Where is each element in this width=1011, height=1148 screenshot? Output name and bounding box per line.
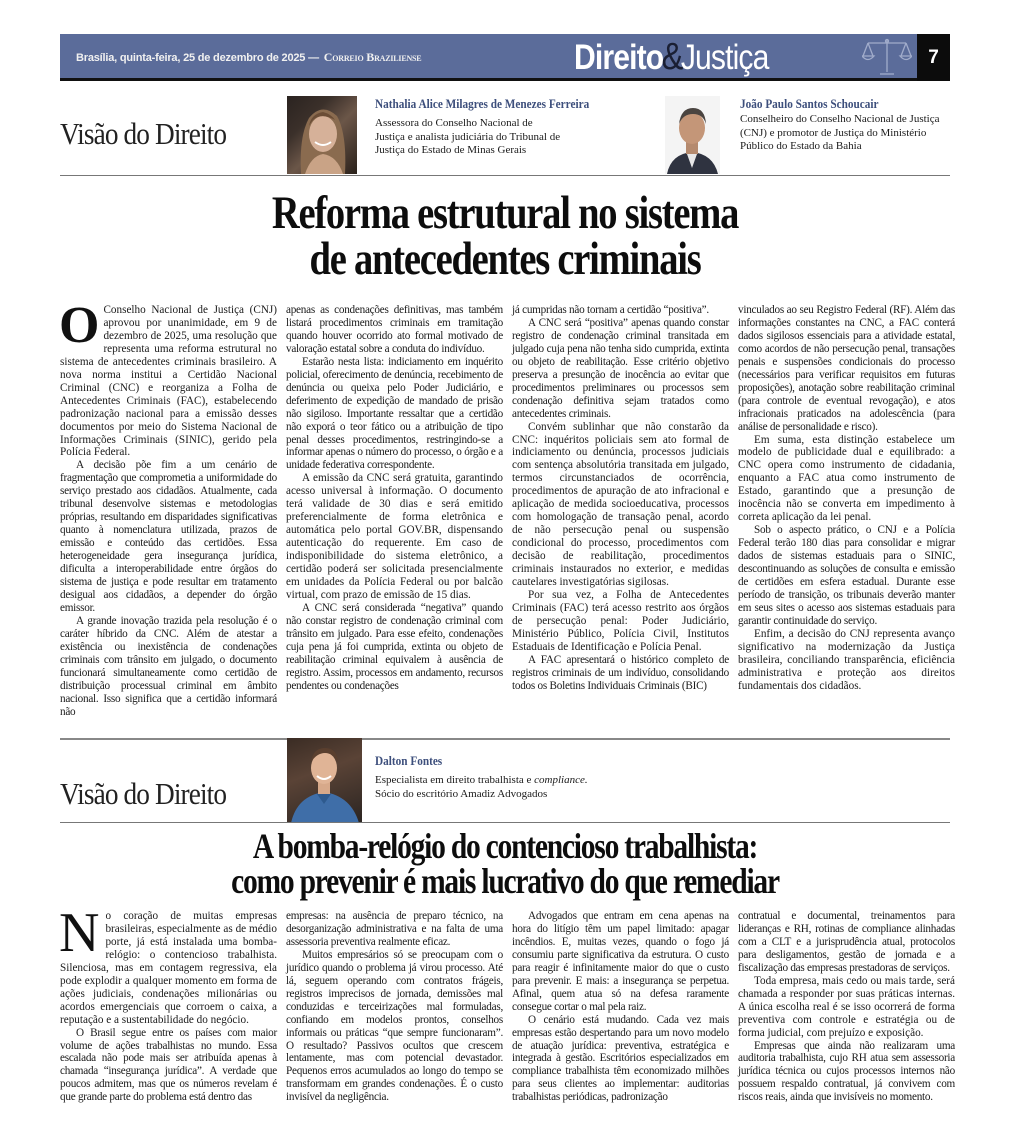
author-bio: [740, 113, 955, 154]
paragraph: contratual e documental, treinamentos para lideranças e RH, rotinas de compliance alinhadas com a CLT e a jurisprudência atual, protocolos para desligamentos, gestão de jornada e a fiscalização das empresas prestadoras de serviços.: [738, 910, 955, 974]
drop-cap: O: [59, 297, 100, 354]
section-title: [574, 35, 768, 80]
section-title-word1: Direito: [574, 38, 664, 77]
author-photo-nathalia: [287, 96, 357, 174]
author-bio-text: Especialista em direito trabalhista e: [375, 774, 535, 786]
headline: [60, 187, 950, 285]
article-column: [738, 910, 955, 1104]
paragraph: A CNC será “positiva” apenas quando constar registro de condenação criminal transitada em julgado cuja pena não tenha sido cumprida, extinta ou objeto de reabilitação. Esse critério objetivo preserva a presunção de inocência ao evitar que procedimentos preliminares ou processos sem condenação definitiva sejam tratados como antecedentes criminais.: [512, 316, 729, 420]
article-column: [512, 910, 729, 1104]
article-column: [738, 304, 955, 693]
divider: [60, 175, 950, 176]
paragraph: Por sua vez, a Folha de Antecedentes Criminais (FAC) terá acesso restrito aos órgãos de persecução penal: Poder Judiciário, Ministério Público, Polícia Civil, Institutos Estaduais de Identificação e Polícia Penal.: [512, 588, 729, 653]
paragraph: A grande inovação trazida pela resolução é o caráter híbrido da CNC. Além de atestar a existência ou inexistência de condenações criminais com trânsito em julgado, o documento funcionará simultaneamente como certidão de distribuição processual criminal em âmbito nacional. Isso significa que a certidão informará não: [60, 614, 277, 718]
paragraph: Muitos empresários só se preocupam com o jurídico quando o problema já virou processo. Até lá, seguem operando com contratos frágeis, registros imprecisos de jornada, demissões mal conduzidas e terceirizações mal formuladas, confiando em modelos prontos, conselhos informais ou práticas “que sempre funcionaram”. O resultado? Passivos ocultos que crescem lentamente, mas com potencial devastador. Pequenos erros acumulados ao longo do tempo se transformam em grandes condenações. É o custo invisível da negligência.: [286, 948, 503, 1104]
author-bio-line: Assessora do Conselho Nacional de: [375, 117, 533, 129]
article-column: [286, 910, 503, 1104]
portrait-placeholder-icon: [287, 738, 362, 823]
portrait-placeholder-icon: [665, 96, 720, 174]
masthead-band: [60, 34, 917, 81]
newspaper-name: Correio Braziliense: [323, 50, 422, 64]
author-bio-line: Conselheiro do Conselho Nacional de Justiça: [740, 113, 940, 125]
paragraph: vinculados ao seu Registro Federal (RF). Além das informações constantes na CNC, a FAC conterá dados sigilosos essenciais para a atividade estatal, como acordos de não persecução penal, transações penais e suspensões condicionais do processo (necessários para verificar requisitos em futuras proposições), anotação sobre reabilitação criminal (para controle de eventual revogação), e atos infracionais praticados na adolescência (para análise de personalidade e risco).: [738, 304, 955, 433]
paragraph: A CNC será considerada “negativa” quando não constar registro de condenação criminal com trânsito em julgado. Para esse efeito, condenações cuja pena já foi cumprida, extinta ou objeto de reabilitação criminal equivalem à ausência de registro. Assim, processos em andamento, recursos pendentes ou condenações: [286, 601, 503, 692]
paragraph: [59, 297, 277, 459]
drop-cap: N: [59, 902, 100, 964]
author-bio-line: Público do Estado da Bahia: [740, 140, 862, 152]
paragraph: O Brasil segue entre os países com maior volume de ações trabalhistas no mundo. Essa escalada não pode mais ser atribuída apenas à chamada “insegurança jurídica”. A verdade que poucos admitem, mas que os números revelam é que grande parte do problema está dentro das: [60, 1026, 277, 1104]
author-bio-italic: compliance.: [534, 774, 588, 786]
author-photo-joao: [665, 96, 720, 174]
paragraph: apenas as condenações definitivas, mas também listará procedimentos criminais em tramitação quando houver ocorrido ato formal motivado de valoração estatal sobre a conduta do indivíduo.: [286, 304, 503, 355]
paragraph: Em suma, esta distinção estabelece um modelo de publicidade dual e equilibrado: a CNC opera como instrumento de cidadania, enquanto a FAC atua como instrumento de Estado, garantindo que a presunção de inocência não se converta em impedimento à correta aplicação da lei penal.: [738, 433, 955, 524]
headline-line: de antecedentes criminais: [309, 233, 701, 285]
paragraph: Sob o aspecto prático, o CNJ e a Polícia Federal terão 180 dias para consolidar e migrar dados de sistemas estaduais para o SINIC, descontinuando as soluções de consulta e emissão de certidões em esfera estadual. Durante esse período de transição, os tribunais deverão manter em seus sites o acesso aos sistemas estaduais para garantir continuidade do serviço.: [738, 524, 955, 627]
paragraph: O cenário está mudando. Cada vez mais empresas estão despertando para um novo modelo de atuação jurídica: preventiva, estratégica e integrada à gestão. Escritórios especializados em compliance trabalhista têm economizado milhões para seus clientes ao implementar: auditorias trabalhistas periódicas, padronização: [512, 1013, 729, 1104]
author-name: João Paulo Santos Schoucair: [740, 97, 879, 111]
headline-line: Reforma estrutural no sistema: [271, 187, 739, 239]
headline-line: como prevenir é mais lucrativo do que remediar: [231, 861, 779, 901]
paragraph: A emissão da CNC será gratuita, garantindo acesso universal à informação. O documento terá validade de 30 dias e será emitido preferencialmente de forma eletrônica e automática pelo portal GOV.BR, dispensando autenticação do requerente. Em caso de indisponibilidade do sistema eletrônico, a certidão poderá ser solicitada presencialmente em unidades da Polícia Federal ou por balcão virtual, com prazo de emissão de 15 dias.: [286, 472, 503, 601]
article-column: [59, 902, 277, 1104]
author-bio-line: Justiça e analista judiciária do Tribunal de: [375, 130, 561, 143]
author-bio: [375, 774, 675, 801]
article-column: [286, 304, 503, 693]
date-line: [76, 50, 421, 65]
author-name: Nathalia Alice Milagres de Menezes Ferreira: [375, 97, 590, 111]
headline-line: A bomba-relógio do contencioso trabalhista:: [252, 826, 758, 866]
page-number: 7: [917, 34, 950, 81]
article-column: [512, 304, 729, 693]
headline: [60, 826, 950, 901]
paragraph: já cumpridas não tornam a certidão “positiva”.: [512, 304, 709, 316]
paragraph-text: o coração de muitas empresas brasileiras, especialmente as de médio porte, já está instalada uma bomba-relógio: o contencioso trabalhista. Silenciosa, mas em contagem regressiva, ela pode explodir a qualquer momento em forma de ações judiciais, condenações milionárias ou acordos emergenciais que corroem o caixa, a reputação e a sustentabilidade do negócio.: [60, 910, 277, 1026]
paragraph: Toda empresa, mais cedo ou mais tarde, será chamada a responder por suas práticas internas. A única escolha real é se isso ocorrerá de forma preventiva com controle e estratégia ou de forma judicial, com prejuízo e exposição.: [738, 974, 955, 1039]
paragraph: [59, 902, 277, 1027]
paragraph: Estarão nesta lista: indiciamento em inquérito policial, oferecimento de denúncia, recebimento de denúncia ou queixa pelo Poder Judiciário, e deferimento de expedição de mandado de prisão não sigiloso. Importante ressaltar que a certidão não exporá o teor fático ou a atribuição de tipo penal desses procedimentos, restringindo-se a informar apenas o número do processo, o órgão e a unidade federativa correspondente.: [286, 355, 503, 472]
author-bio-line: [375, 774, 675, 788]
masthead: [60, 34, 950, 82]
paragraph: Advogados que entram em cena apenas na hora do litígio têm um papel limitado: apagar incêndios. E, muitas vezes, quando o fogo já consumiu parte significativa da estrutura. O custo para reagir é infinitamente maior do que o custo para prevenir. E mais: a insegurança se perpetua. Afinal, quem atua só na defesa raramente consegue cortar o mal pela raiz.: [512, 910, 729, 1013]
author-bio-line: Justiça do Estado de Minas Gerais: [375, 144, 527, 156]
date-text: Brasília, quinta-feira, 25 de dezembro de 2025 —: [76, 52, 319, 64]
paragraph: Convém sublinhar que não constarão da CNC: inquéritos policiais sem ato formal de indiciamento ou denúncia, processos judiciais com sentença absolutória transitada em julgado, termos circunstanciados de ocorrência, procedimentos de apuração de ato infracional e aplicação de medida socioeducativa, processos com homologação de transação penal, acordo de não persecução penal ou suspensão condicional do processo, procedimentos com decisão de reabilitação, procedimentos criminais instaurados no exterior, e medidas cautelares investigatórias sigilosas.: [512, 420, 729, 589]
author-bio-line: (CNJ) e promotor de Justiça do Ministério: [740, 126, 927, 139]
paragraph: empresas: na ausência de preparo técnico, na desorganização administrativa e na falta de uma assessoria preventiva realmente eficaz.: [286, 910, 503, 948]
column-label: Visão do Direito: [60, 116, 227, 151]
section-title-ampersand: &: [661, 36, 683, 78]
column-label: Visão do Direito: [60, 776, 227, 811]
paragraph-text: Conselho Nacional de Justiça (CNJ) aprovou por unanimidade, em 9 de dezembro de 2025, uma resolução que representa uma reforma estrutural no sistema de antecedentes criminais brasileiro. A nova norma institui a Certidão Nacional Criminal (CNC) e reorganiza a Folha de Antecedentes Criminais (FAC), estabelecendo padronização nacional para a emissão desses documentos por meio do Sistema Nacional de Informações Criminais (SINIC), gerido pela Polícia Federal.: [60, 304, 277, 459]
author-bio-line: Sócio do escritório Amadiz Advogados: [375, 787, 548, 800]
article-column: [59, 297, 277, 719]
portrait-placeholder-icon: [287, 96, 357, 174]
paragraph: A FAC apresentará o histórico completo de registros criminais de um indivíduo, consolidando todos os Boletins Individuais Criminais (BIC): [512, 653, 729, 692]
author-photo-dalton: [287, 738, 362, 823]
paragraph: Empresas que ainda não realizaram uma auditoria trabalhista, cujo RH atua sem assessoria jurídica técnica ou cujos processos internos não possuem respaldo contratual, já convivem com riscos reais, ainda que invisíveis no momento.: [738, 1039, 955, 1104]
scales-of-justice-icon: [862, 38, 912, 76]
author-name: Dalton Fontes: [375, 754, 443, 768]
paragraph: A decisão põe fim a um cenário de fragmentação que comprometia a uniformidade do serviço prestado aos cidadãos. Atualmente, cada tribunal desenvolve sistemas e metodologias próprias, resultando em disparidades significativas quanto à nomenclatura utilizada, prazos de emissão e conteúdo das certidões. Essa heterogeneidade gera insegurança jurídica, dificulta a interoperabilidade entre órgãos do sistema de justiça e pode resultar em tratamento desigual aos cidadãos, a depender do órgão emissor.: [60, 459, 277, 614]
author-bio: [375, 117, 625, 158]
paragraph: Enfim, a decisão do CNJ representa avanço significativo na modernização da Justiça brasileira, conciliando transparência, eficiência administrativa e proteção aos direitos fundamentais dos cidadãos.: [738, 627, 955, 692]
divider: [60, 738, 950, 740]
divider: [60, 822, 950, 823]
section-title-word2: Justiça: [680, 38, 769, 77]
